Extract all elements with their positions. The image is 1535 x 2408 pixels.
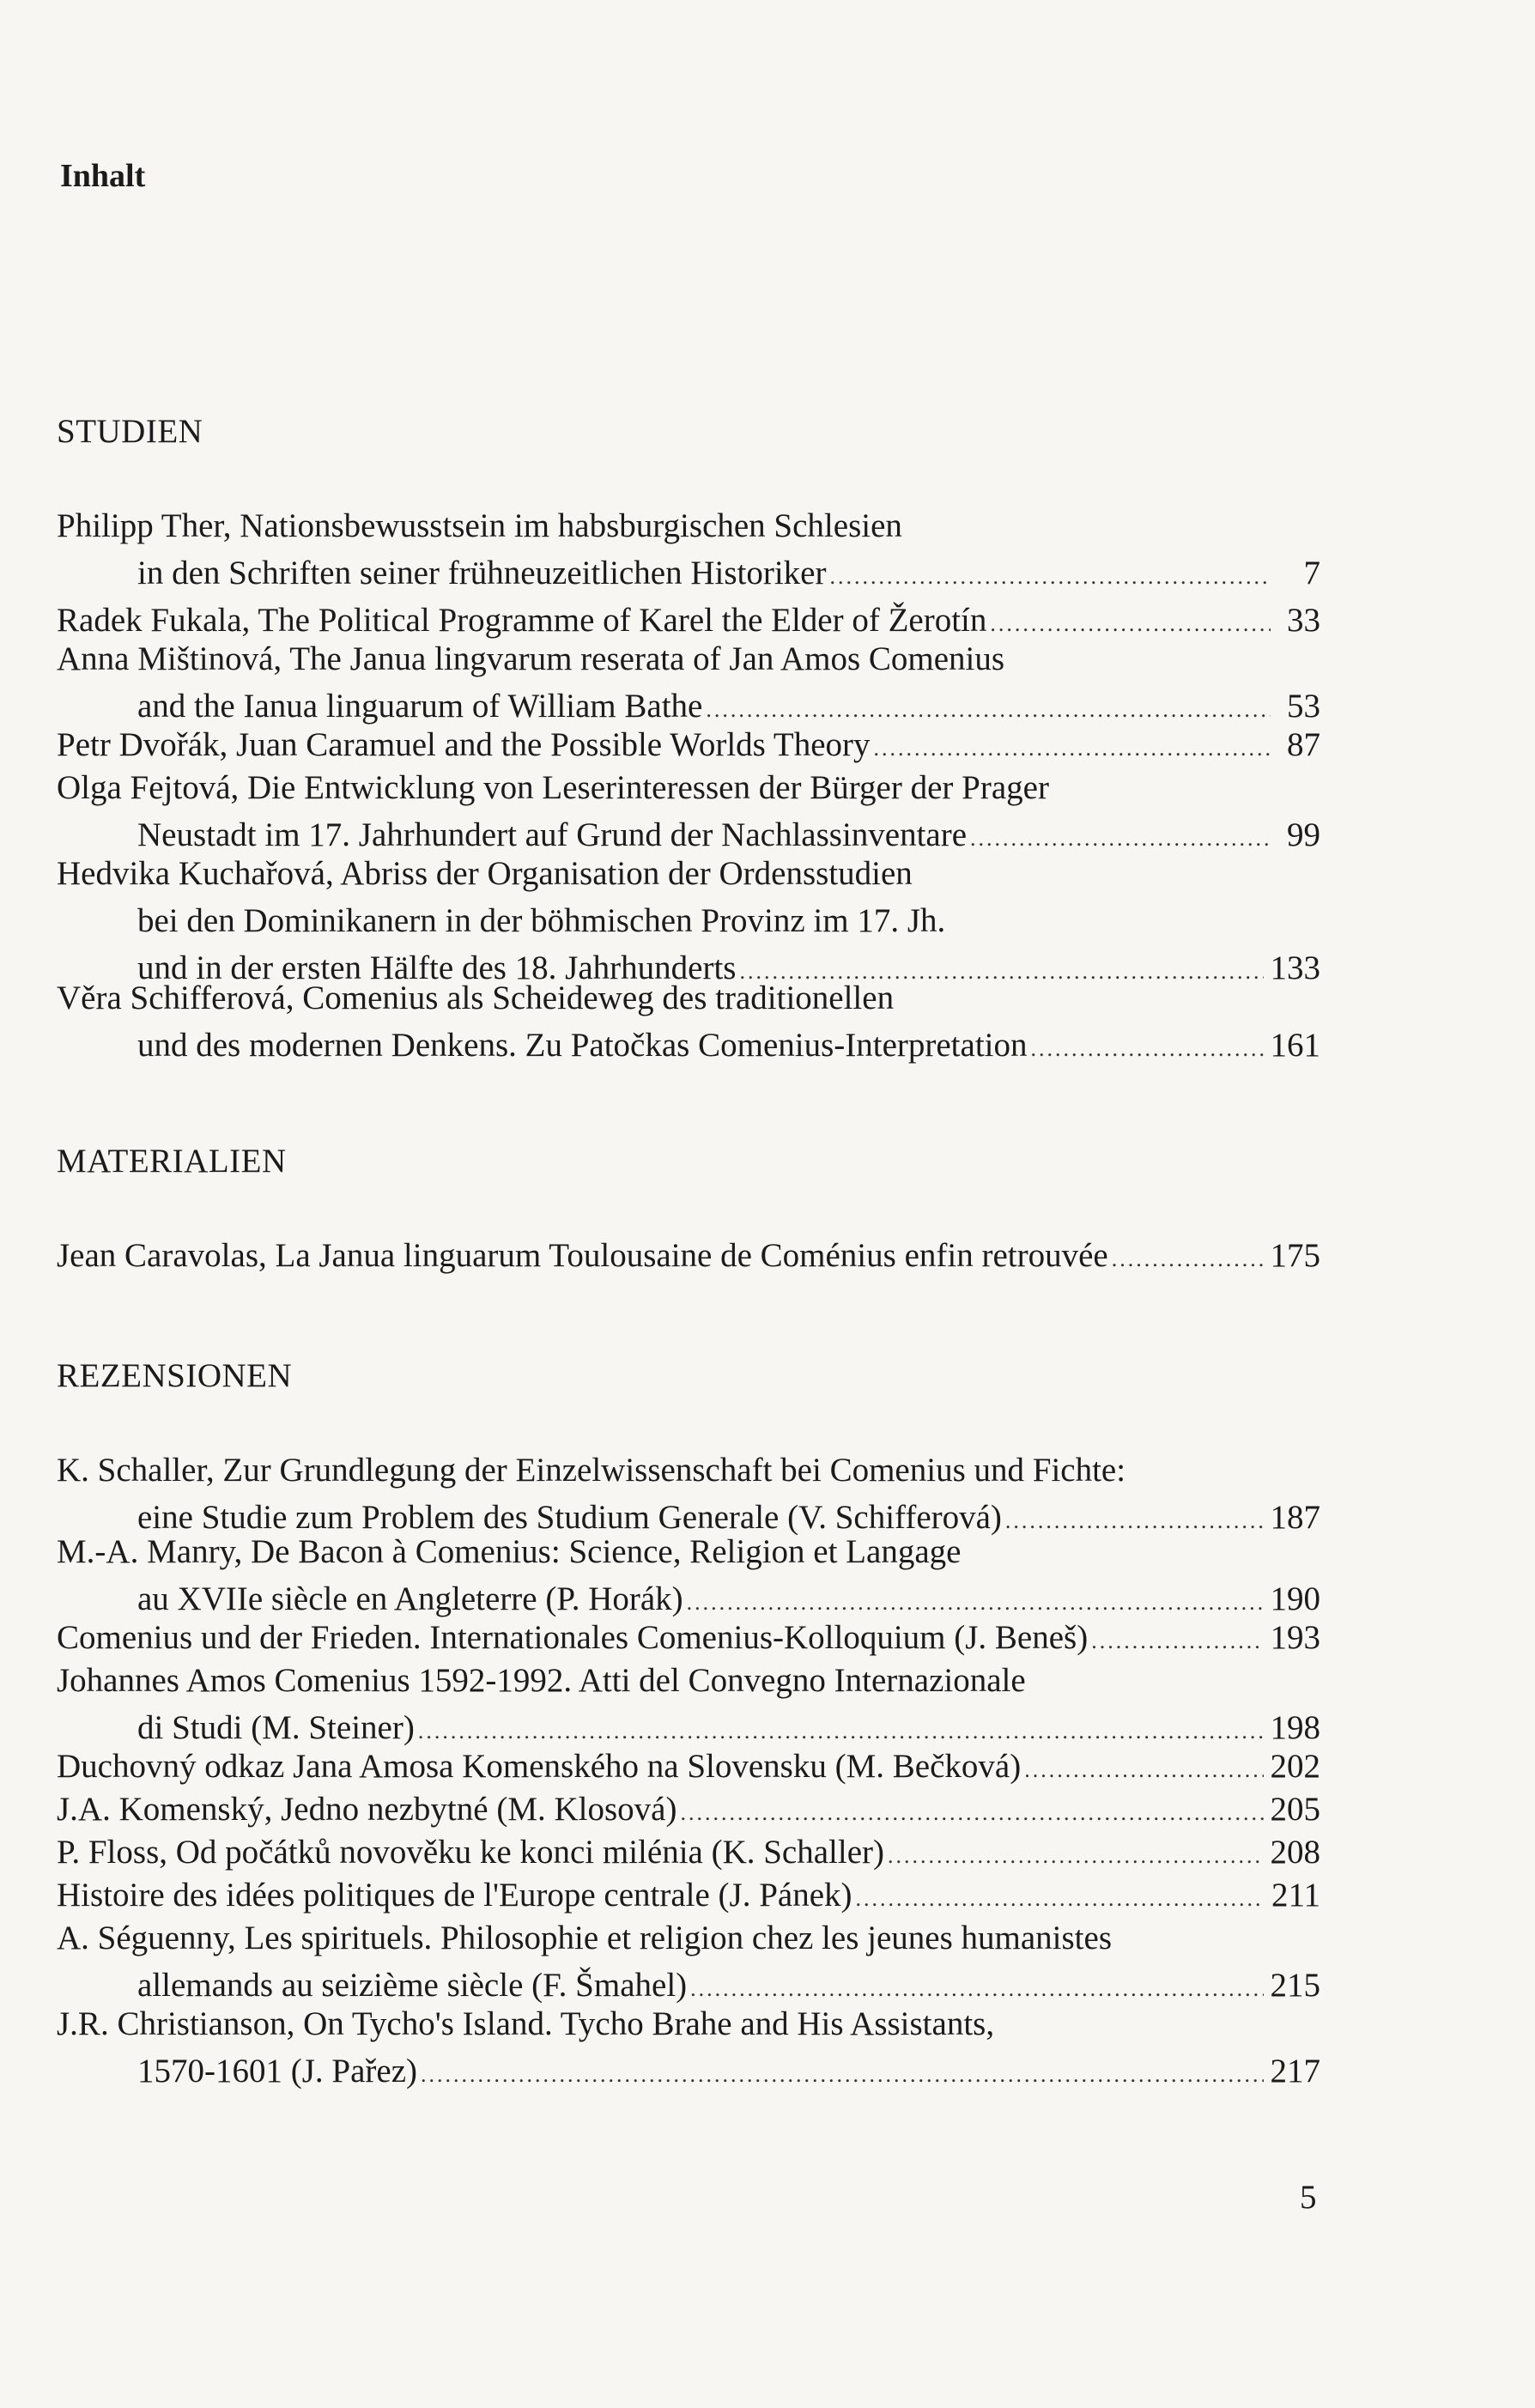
entry-line: eine Studie zum Problem des Studium Generale (V. Schifferová)	[137, 1499, 1002, 1536]
section-heading-rezensionen: REZENSIONEN	[57, 1357, 293, 1394]
page-number: 87	[1287, 726, 1320, 763]
toc-entry	[57, 1447, 1320, 1541]
entry-line-leader	[57, 1743, 1320, 1790]
section-heading-materialien: MATERIALIEN	[57, 1143, 287, 1180]
page-number: 202	[1270, 1748, 1320, 1785]
entry-line: bei den Dominikanern in der böhmischen Provinz im 17. Jh.	[137, 902, 946, 939]
entry-line-leader	[57, 1232, 1320, 1279]
entry-line: Petr Dvořák, Juan Caramuel and the Possible Worlds Theory	[57, 726, 871, 763]
section-heading-studien: STUDIEN	[57, 413, 203, 450]
entry-line-leader	[57, 1614, 1320, 1661]
toc-entry	[57, 1829, 1320, 1876]
entry-line: Comenius und der Frieden. Internationales Comenius-Kolloquium (J. Beneš)	[57, 1619, 1089, 1656]
entry-line: au XVIIe siècle en Angleterre (P. Horák)	[137, 1580, 683, 1617]
entry-line: Hedvika Kuchařová, Abriss der Organisation der Ordensstudien	[57, 855, 913, 892]
page-number: 187	[1270, 1499, 1320, 1536]
page-number: 215	[1270, 1967, 1320, 2004]
page-number: 193	[1270, 1619, 1320, 1656]
toc-entry	[57, 1743, 1320, 1790]
entry-line: P. Floss, Od počátků novověku ke konci milénia (K. Schaller)	[57, 1834, 885, 1871]
dot-leader	[1031, 1025, 1264, 1072]
toc-entry	[57, 764, 1320, 858]
entry-line: Jean Caravolas, La Janua linguarum Toulousaine de Coménius enfin retrouvée	[57, 1237, 1108, 1274]
toc-entry	[57, 502, 1320, 597]
page-number: 53	[1287, 688, 1320, 725]
entry-line: Histoire des idées politiques de l'Europe centrale (J. Pánek)	[57, 1877, 852, 1914]
entry-line-leader	[57, 1829, 1320, 1876]
dot-leader	[1112, 1235, 1264, 1283]
entry-line: M.-A. Manry, De Bacon à Comenius: Science, Religion et Langage	[57, 1533, 962, 1570]
entry-line: 1570-1601 (J. Pařez)	[137, 2053, 417, 2090]
entry-line-leader	[57, 1871, 1320, 1919]
toc-entry	[57, 1614, 1320, 1661]
page-number: 133	[1270, 949, 1320, 986]
page-number: 205	[1270, 1791, 1320, 1828]
page-number: 190	[1270, 1580, 1320, 1617]
entry-line: Neustadt im 17. Jahrhundert auf Grund der Nachlassinventare	[137, 816, 968, 853]
entry-line: und des modernen Denkens. Zu Patočkas Comenius-Interpretation	[137, 1027, 1028, 1064]
entry-line: Johannes Amos Comenius 1592-1992. Atti del Convegno Internazionale	[57, 1662, 1026, 1699]
toc-entry	[57, 1657, 1320, 1751]
entry-line: and the Ianua linguarum of William Bathe	[137, 688, 703, 725]
entry-line: Radek Fukala, The Political Programme of Karel the Elder of Žerotín	[57, 602, 987, 639]
entry-line: Philipp Ther, Nationsbewusstsein im habsburgischen Schlesien	[57, 507, 902, 544]
entry-line: in den Schriften seiner frühneuzeitlichen Historiker	[137, 555, 827, 591]
toc-entry	[57, 1914, 1320, 2009]
entry-line-leader	[57, 2047, 1320, 2095]
entry-line-leader	[57, 1786, 1320, 1833]
entry-line-leader	[57, 721, 1320, 768]
page-number: 211	[1271, 1877, 1320, 1914]
page-number: 161	[1270, 1027, 1320, 1064]
toc-entry	[57, 2000, 1320, 2095]
entry-line: allemands au seizième siècle (F. Šmahel)	[137, 1967, 688, 2004]
entry-line: Věra Schifferová, Comenius als Scheideweg des traditionellen	[57, 980, 895, 1016]
entry-line: Olga Fejtová, Die Entwicklung von Leserinteressen der Bürger der Prager	[57, 769, 1049, 806]
dot-leader	[829, 553, 1271, 600]
toc-entry	[57, 850, 1320, 992]
page-number: 33	[1287, 602, 1320, 639]
entry-line: Anna Mištinová, The Janua lingvarum reserata of Jan Amos Comenius	[57, 640, 1005, 677]
entry-line: und in der ersten Hälfte des 18. Jahrhunderts	[137, 949, 737, 986]
entry-line: di Studi (M. Steiner)	[137, 1709, 415, 1746]
page-number: 217	[1270, 2053, 1320, 2090]
entry-line: J.A. Komenský, Jedno nezbytné (M. Klosová)	[57, 1791, 677, 1828]
entry-line-leader	[57, 1022, 1320, 1069]
entry-line: A. Séguenny, Les spirituels. Philosophie et religion chez les jeunes humanistes	[57, 1920, 1112, 1956]
page-number: 99	[1287, 816, 1320, 853]
toc-entry	[57, 635, 1320, 730]
entry-line-leader	[57, 549, 1320, 597]
toc-entry	[57, 1871, 1320, 1919]
page-number: 208	[1270, 1834, 1320, 1871]
page-number: 198	[1270, 1709, 1320, 1746]
dot-leader	[421, 2051, 1264, 2098]
page-number: 7	[1303, 555, 1320, 591]
toc-entry	[57, 1232, 1320, 1279]
entry-line: J.R. Christianson, On Tycho's Island. Tycho Brahe and His Assistants,	[57, 2005, 995, 2042]
page-folio: 5	[1300, 2179, 1317, 2216]
toc-entry	[57, 721, 1320, 768]
toc-entry	[57, 974, 1320, 1069]
toc-entry	[57, 1528, 1320, 1623]
page-title: Inhalt	[60, 158, 146, 194]
toc-entry	[57, 1786, 1320, 1833]
entry-line: K. Schaller, Zur Grundlegung der Einzelwissenschaft bei Comenius und Fichte:	[57, 1452, 1126, 1489]
entry-line: Duchovný odkaz Jana Amosa Komenského na Slovensku (M. Bečková)	[57, 1748, 1022, 1785]
page-number: 175	[1270, 1237, 1320, 1274]
